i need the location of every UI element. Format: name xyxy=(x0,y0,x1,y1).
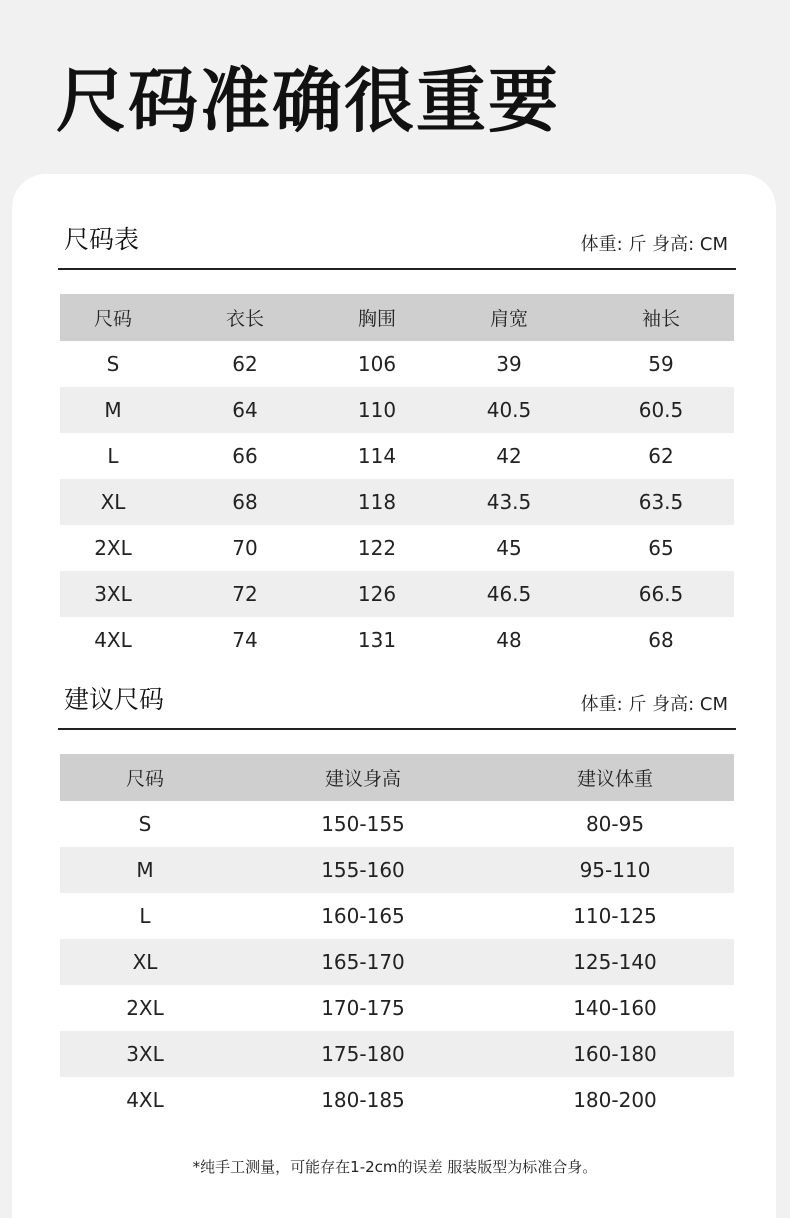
value-cell: 62 xyxy=(232,352,258,376)
value-cell: 160-165 xyxy=(321,904,405,928)
value-cell: 65 xyxy=(648,536,674,560)
column-header: 建议体重 xyxy=(496,754,734,801)
column-header: 建议身高 xyxy=(230,754,496,801)
value-cell: 74 xyxy=(232,628,258,652)
value-cell: 64 xyxy=(166,387,324,433)
value-cell: 110-125 xyxy=(573,904,657,928)
size-cell: M xyxy=(60,387,166,433)
value-cell: 140-160 xyxy=(573,996,657,1020)
column-header: 尺码 xyxy=(60,294,166,341)
value-cell: 60.5 xyxy=(588,387,734,433)
table-row xyxy=(60,801,734,847)
size-cell: S xyxy=(106,352,120,376)
value-cell: 66.5 xyxy=(588,571,734,617)
value-cell: 45 xyxy=(496,536,522,560)
table-row xyxy=(60,893,734,939)
size-chart-table xyxy=(60,294,734,663)
value-cell: 160-180 xyxy=(496,1031,734,1077)
size-cell: 2XL xyxy=(126,996,164,1020)
size-chart-title: 尺码表 xyxy=(64,225,140,254)
table-row xyxy=(60,525,734,571)
value-cell: 68 xyxy=(166,479,324,525)
value-cell: 80-95 xyxy=(585,812,645,836)
value-cell: 68 xyxy=(648,628,674,652)
table-header-row xyxy=(60,754,734,801)
value-cell: 165-170 xyxy=(230,939,496,985)
value-cell: 180-185 xyxy=(321,1088,405,1112)
value-cell: 48 xyxy=(496,628,522,652)
value-cell: 126 xyxy=(324,571,430,617)
size-cell: XL xyxy=(60,479,166,525)
size-cell: 4XL xyxy=(126,1088,164,1112)
value-cell: 170-175 xyxy=(321,996,405,1020)
column-header: 胸围 xyxy=(324,294,430,341)
table-row xyxy=(60,985,734,1031)
value-cell: 62 xyxy=(648,444,674,468)
size-cell: 4XL xyxy=(94,628,132,652)
value-cell: 175-180 xyxy=(230,1031,496,1077)
value-cell: 155-160 xyxy=(230,847,496,893)
table-row xyxy=(60,1077,734,1123)
size-chart-header xyxy=(58,225,736,270)
table-row xyxy=(60,433,734,479)
recommend-unit: 体重: 斤 身高: CM xyxy=(580,694,728,715)
recommend-title: 建议尺码 xyxy=(64,685,165,714)
value-cell: 150-155 xyxy=(321,812,405,836)
recommend-table xyxy=(60,754,734,1123)
value-cell: 114 xyxy=(357,444,397,468)
table-row xyxy=(60,1031,734,1077)
footnote: *纯手工测量，可能存在1-2cm的误差 服装版型为标准合身。 xyxy=(192,1158,598,1176)
value-cell: 39 xyxy=(496,352,522,376)
size-cell: M xyxy=(60,847,230,893)
size-cell: L xyxy=(139,904,151,928)
value-cell: 46.5 xyxy=(430,571,588,617)
value-cell: 118 xyxy=(324,479,430,525)
column-header: 袖长 xyxy=(588,294,734,341)
value-cell: 42 xyxy=(496,444,522,468)
table-header-row xyxy=(60,294,734,341)
size-cell: S xyxy=(138,812,152,836)
size-cell: XL xyxy=(60,939,230,985)
value-cell: 125-140 xyxy=(496,939,734,985)
recommend-header xyxy=(58,685,736,730)
column-header: 衣长 xyxy=(166,294,324,341)
page-title: 尺码准确很重要 xyxy=(56,60,560,142)
value-cell: 110 xyxy=(324,387,430,433)
value-cell: 43.5 xyxy=(430,479,588,525)
size-chart-unit: 体重: 斤 身高: CM xyxy=(580,234,728,255)
size-cell: 3XL xyxy=(60,571,166,617)
table-row xyxy=(60,939,734,985)
table-row xyxy=(60,847,734,893)
value-cell: 106 xyxy=(357,352,397,376)
value-cell: 40.5 xyxy=(430,387,588,433)
size-cell: 2XL xyxy=(94,536,132,560)
table-row xyxy=(60,479,734,525)
value-cell: 66 xyxy=(232,444,258,468)
column-header: 尺码 xyxy=(60,754,230,801)
table-row xyxy=(60,387,734,433)
size-cell: L xyxy=(107,444,119,468)
value-cell: 72 xyxy=(166,571,324,617)
size-cell: 3XL xyxy=(60,1031,230,1077)
value-cell: 122 xyxy=(357,536,397,560)
table-row xyxy=(60,571,734,617)
table-row xyxy=(60,617,734,663)
value-cell: 180-200 xyxy=(573,1088,657,1112)
value-cell: 95-110 xyxy=(496,847,734,893)
table-row xyxy=(60,341,734,387)
value-cell: 131 xyxy=(357,628,397,652)
value-cell: 63.5 xyxy=(588,479,734,525)
column-header: 肩宽 xyxy=(430,294,588,341)
value-cell: 70 xyxy=(232,536,258,560)
value-cell: 59 xyxy=(648,352,674,376)
